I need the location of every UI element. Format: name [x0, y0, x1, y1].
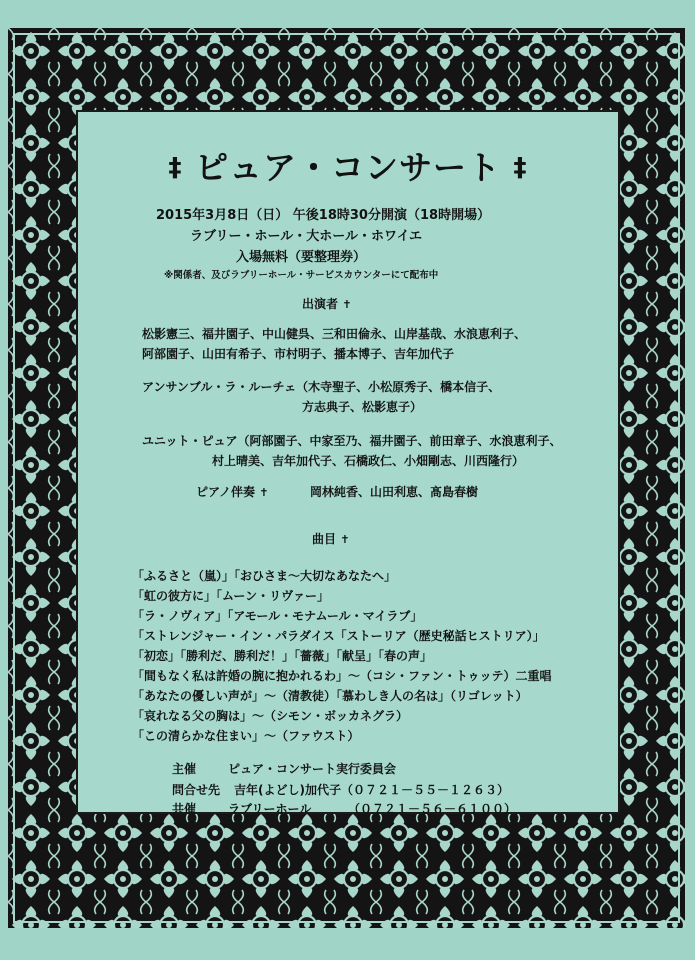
- cross-icon: ✝: [259, 486, 269, 499]
- program-item: 「虹の彼方に」「ムーン・リヴァー」: [132, 589, 330, 603]
- program-item: 「ふるさと（嵐）」「おひさま～大切なあなたへ」: [132, 569, 397, 583]
- performers-heading-text: 出演者: [302, 297, 339, 311]
- event-datetime: 2015年3月8日（日） 午後18時30分開演（18時開場）: [156, 208, 491, 223]
- soloists-line-2: 阿部園子、山田有希子、市村明子、播本博子、吉年加代子: [142, 347, 455, 361]
- host-label: 主催: [172, 762, 197, 776]
- cohost-phone: （０７２１－５６－６１００）: [348, 802, 517, 816]
- contact-label: 問合せ先: [172, 783, 221, 797]
- ornament-left-icon: ‡: [168, 153, 183, 183]
- host-name: ピュア・コンサート実行委員会: [228, 762, 397, 776]
- ensemble-line-1: アンサンブル・ラ・ルーチェ（木寺聖子、小松原秀子、橋本信子、: [142, 380, 501, 394]
- performers-heading: [302, 295, 351, 312]
- program-item: 「あなたの優しい声が」～（清教徒）「慕わしき人の名は」（リゴレット）: [132, 689, 528, 703]
- concert-title-text: ピュア・コンサート: [195, 148, 501, 187]
- program-heading: [312, 530, 349, 547]
- program-heading-text: 曲目: [312, 532, 337, 546]
- cohost-name: ラブリーホール: [228, 802, 312, 816]
- unit-line-1: ユニット・ピュア（阿部園子、中家至乃、福井園子、前田章子、水浪恵利子、: [142, 434, 562, 448]
- soloists-line-1: 松影憲三、福井園子、中山健呉、三和田倫永、山岸基哉、水浪恵利子、: [142, 327, 527, 341]
- piano-names: 岡林純香、山田利恵、髙島春樹: [310, 485, 479, 499]
- piano-line: [196, 483, 268, 500]
- event-admission: 入場無料（要整理券）: [236, 250, 367, 265]
- program-item: 「初恋」「勝利だ、勝利だ！」「薔薇」「献呈」「春の声」: [132, 649, 433, 663]
- program-item: 「間もなく私は許婚の腕に抱かれるわ」～（コシ・ファン・トゥッテ）二重唱: [132, 669, 552, 683]
- unit-line-2: 村上晴美、吉年加代子、石橋政仁、小畑剛志、川西隆行）: [212, 454, 525, 468]
- cross-icon: ✝: [342, 298, 352, 311]
- program-item: 「ストレンジャー・イン・パラダイス「ストーリア（歴史秘話ヒストリア）」: [132, 629, 545, 643]
- program-item: 「哀れなる父の胸は」～（シモン・ボッカネグラ）: [132, 709, 409, 723]
- event-venue: ラブリー・ホール・大ホール・ホワイエ: [190, 229, 423, 244]
- program-item: 「ラ・ノヴィア」「アモール・モナムール・マイラブ」: [132, 609, 423, 623]
- cohost-label: 共催: [172, 802, 197, 816]
- cross-icon: ✝: [340, 533, 350, 546]
- concert-title: [78, 142, 618, 189]
- ornament-right-icon: ‡: [513, 153, 528, 183]
- piano-label: ピアノ伴奏: [196, 485, 256, 499]
- content-panel: [76, 110, 620, 814]
- event-note: ※関係者、及びラブリーホール・サービスカウンターにて配布中: [164, 270, 439, 281]
- ensemble-line-2: 方志典子、松影恵子）: [302, 400, 423, 414]
- program-item: 「この清らかな住まい」～（ファウスト）: [132, 729, 360, 743]
- contact-info: 吉年(よどし)加代子（０７２１－５５－１２６３）: [234, 783, 509, 797]
